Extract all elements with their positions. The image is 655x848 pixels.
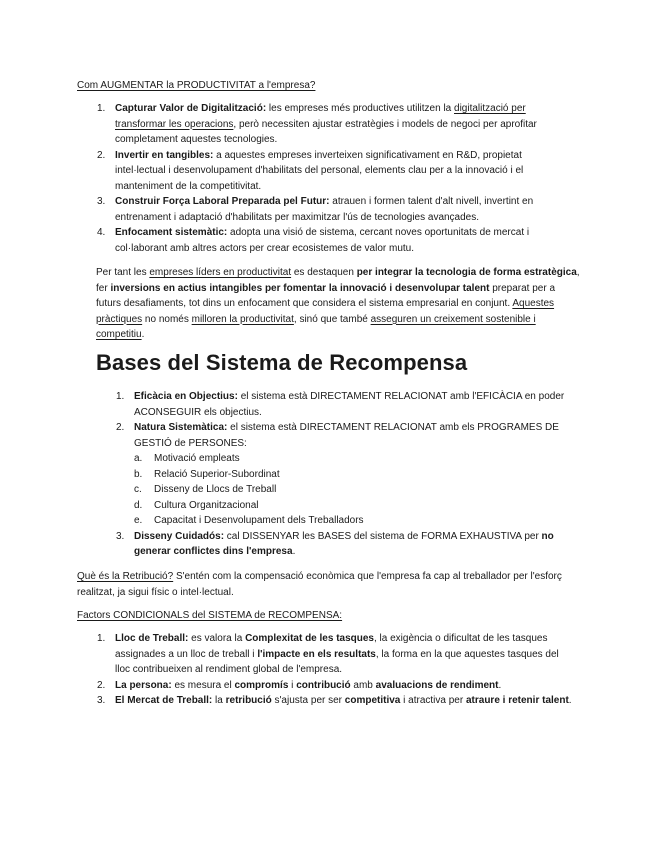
sublist-item: e. Capacitat i Desenvolupament dels Treballadors [134,515,364,526]
list-item: 1. Lloc de Treball: es valora la Complexitat de les tasques, la exigència o dificultat de les tasques assignades a un lloc de treball i l'impacte en els resultats, la forma en la que aquestes tasques del lloc contribueixen al rendiment global de l'empresa. [97,633,559,675]
list-item: 2. La persona: es mesura el compromís i contribució amb avaluacions de rendiment. [97,679,502,691]
factors-list [97,631,575,709]
list-item: 3. El Mercat de Treball: la retribució s'ajusta per ser competitiva i atractiva per atraure i retenir talent. [97,695,572,706]
list-item: 1. Capturar Valor de Digitalització: les empreses més productives utilitzen la digitalització per transformar les operacions, però necessiten ajustar estratègies i models de negoci per aprofitar completament aquestes tecnologies. [97,103,537,145]
productivity-list [97,101,575,256]
section-heading: Bases del Sistema de Recompensa [96,350,468,375]
productivity-question: Com AUGMENTAR la PRODUCTIVITAT a l'empresa? [77,80,316,91]
sublist-item: a. Motivació empleats [134,453,240,464]
sublist-item: b. Relació Superior-Subordinat [134,468,280,480]
sublist-item: d. Cultura Organitzacional [134,499,259,511]
list-item: 1. Eficàcia en Objectius: el sistema està DIRECTAMENT RELACIONAT amb l'EFICÀCIA en poder ACONSEGUIR els objectius. [116,391,565,418]
summary-paragraph: Per tant les empreses líders en productivitat es destaquen per integrar la tecnologia de forma estratègica, fer inversions en actius intangibles per fomentar la innovació i desenvolupar talent preparat per a futurs desafiaments, tot dins un enfocament que considera el sistema empresarial en conjunt. Aquestes pràctiques no només milloren la productivitat, sinó que també asseguren un creixement sostenible i competitiu. [96,267,580,340]
list-item: 2. Natura Sistemàtica: el sistema està DIRECTAMENT RELACIONAT amb els PROGRAMES DE GESTIÓ de PERSONES: a. Motivació empleats b. Relació Superior-Subordinat c. Disseny de Llocs de Treball d. Cultura Organitzacional e. Capacitat i Desenvolupament dels Treballadors [134,420,580,529]
bases-list [116,389,580,560]
people-programs-sublist [134,451,580,529]
list-item: 4. Enfocament sistemàtic: adopta una visió de sistema, cercant noves oportunitats de mercat i col·laborant amb altres actors per crear ecosistemes de valor mutu. [97,227,530,254]
sublist-item: c. Disseny de Llocs de Treball [134,484,277,495]
list-item: 3. Construir Força Laboral Preparada pel Futur: atrauen i formen talent d'alt nivell, invertint en entrenament i adaptació d'habilitats per maximitzar l'ús de tecnologies avançades. [97,196,534,223]
factors-heading: Factors CONDICIONALS del SISTEMA de RECOMPENSA: [77,610,343,621]
list-item: 3. Disseny Cuidadós: cal DISSENYAR les BASES del sistema de FORMA EXHAUSTIVA per no generar conflictes dins l'empresa. [116,530,554,557]
list-item: 2. Invertir en tangibles: a aquestes empreses inverteixen significativament en R&D, propietat intel·lectual i desenvolupament d'habilitats del personal, elements clau per a la innovació i el manteniment de la competitivitat. [97,149,524,192]
retribution-paragraph: Què és la Retribució? S'entén com la compensació econòmica que l'empresa fa cap al treballador per l'esforç realitzat, ja sigui físic o intel·lectual. [77,571,562,598]
